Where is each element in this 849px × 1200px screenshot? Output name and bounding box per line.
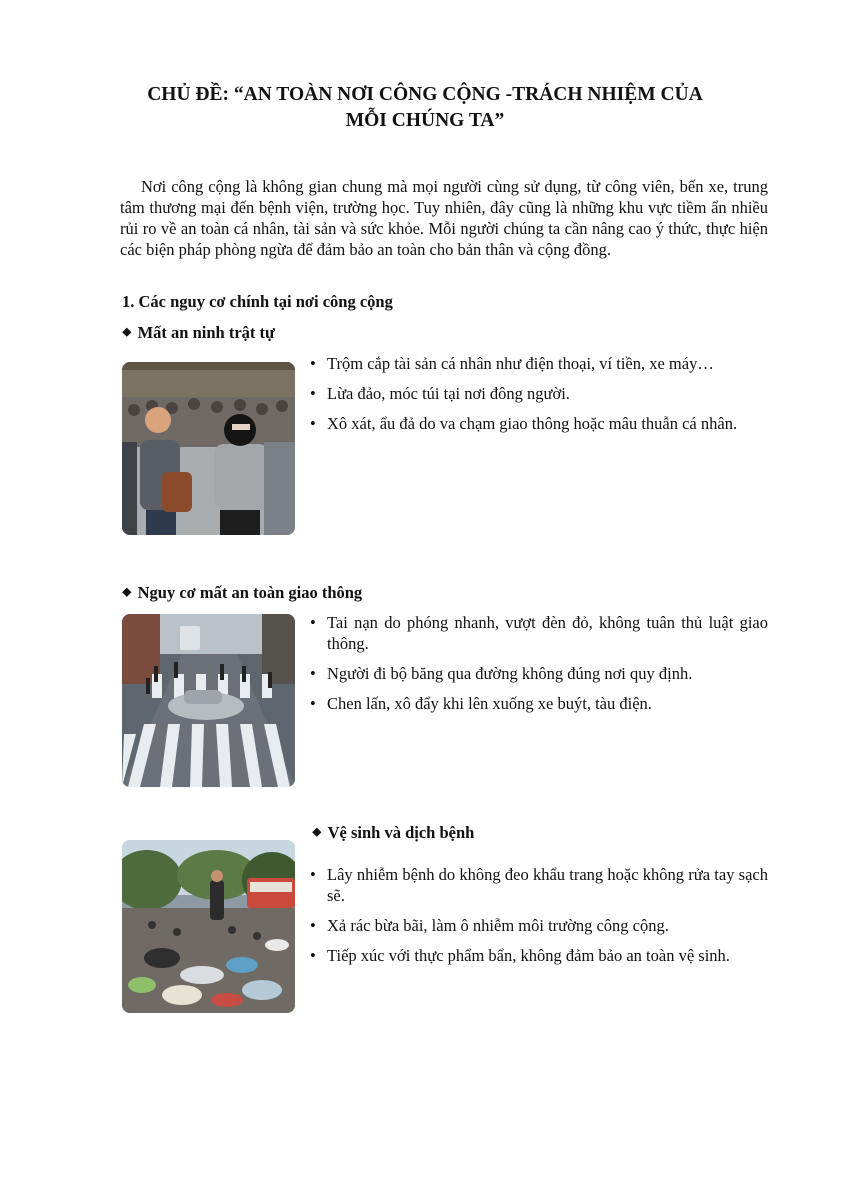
diamond-bullet-icon: ⯁	[312, 825, 322, 840]
diamond-bullet-icon: ⯁	[122, 585, 132, 600]
list-item: • Tai nạn do phóng nhanh, vượt đèn đỏ, không tuân thủ luật giao thông.	[310, 613, 768, 653]
list-item: • Tiếp xúc với thực phẩm bẩn, không đảm bảo an toàn vệ sinh.	[310, 946, 730, 965]
list-item: • Lừa đảo, móc túi tại nơi đông người.	[310, 384, 570, 403]
bullet-icon: •	[310, 916, 316, 935]
bullet-list-security	[308, 353, 768, 443]
subsection-title: Mất an ninh trật tự	[137, 323, 275, 342]
subsection-heading-hygiene	[312, 823, 474, 843]
page-title	[100, 82, 750, 134]
bullet-icon: •	[310, 354, 316, 373]
crosswalk-traffic-photo	[122, 614, 295, 787]
bullet-icon: •	[310, 865, 316, 884]
list-item: • Xả rác bừa bãi, làm ô nhiễm môi trường công cộng.	[310, 916, 669, 935]
list-item: • Xô xát, ẩu đả do va chạm giao thông hoặc mâu thuẫn cá nhân.	[310, 414, 738, 433]
section-heading: 1. Các nguy cơ chính tại nơi công cộng	[122, 292, 393, 311]
bullet-icon: •	[310, 664, 316, 683]
subsection-title: Nguy cơ mất an toàn giao thông	[137, 583, 363, 602]
list-item: • Lây nhiễm bệnh do không đeo khẩu trang hoặc không rửa tay sạch sẽ.	[310, 865, 768, 905]
list-item: • Trộm cắp tài sản cá nhân như điện thoại, ví tiền, xe máy…	[310, 354, 714, 373]
list-item: • Chen lấn, xô đẩy khi lên xuống xe buýt, tàu điện.	[310, 694, 652, 713]
bullet-icon: •	[310, 414, 316, 433]
list-item: • Người đi bộ băng qua đường không đúng nơi quy định.	[310, 664, 693, 683]
bullet-icon: •	[310, 384, 316, 403]
intro-paragraph: Nơi công cộng là không gian chung mà mọi người cùng sử dụng, từ công viên, bến xe, trung tâm thương mại đến bệnh viện, trường học. Tuy nhiên, đây cũng là những khu vực tiềm ẩn nhiều rủi ro về an toàn cá nhân, tài sản và sức khỏe. Mỗi người chúng ta cần nâng cao ý thức, thực hiện các biện pháp phòng ngừa để đảm bảo an toàn cho bản thân và cộng đồng.	[120, 177, 768, 259]
pickpocket-crowd-photo	[122, 362, 295, 535]
littered-park-photo	[122, 840, 295, 1013]
bullet-list-hygiene	[308, 864, 768, 975]
bullet-icon: •	[310, 946, 316, 965]
diamond-bullet-icon: ⯁	[122, 325, 132, 340]
subsection-heading-security	[122, 323, 275, 343]
subsection-title: Vệ sinh và dịch bệnh	[327, 823, 475, 842]
bullet-icon: •	[310, 613, 316, 632]
title-line-1: CHỦ ĐỀ: “AN TOÀN NƠI CÔNG CỘNG -TRÁCH NHIỆM CỦA	[147, 84, 703, 105]
title-line-2: MỖI CHÚNG TA”	[345, 110, 505, 131]
bullet-list-traffic	[308, 612, 768, 723]
subsection-heading-traffic	[122, 583, 362, 603]
bullet-icon: •	[310, 694, 316, 713]
